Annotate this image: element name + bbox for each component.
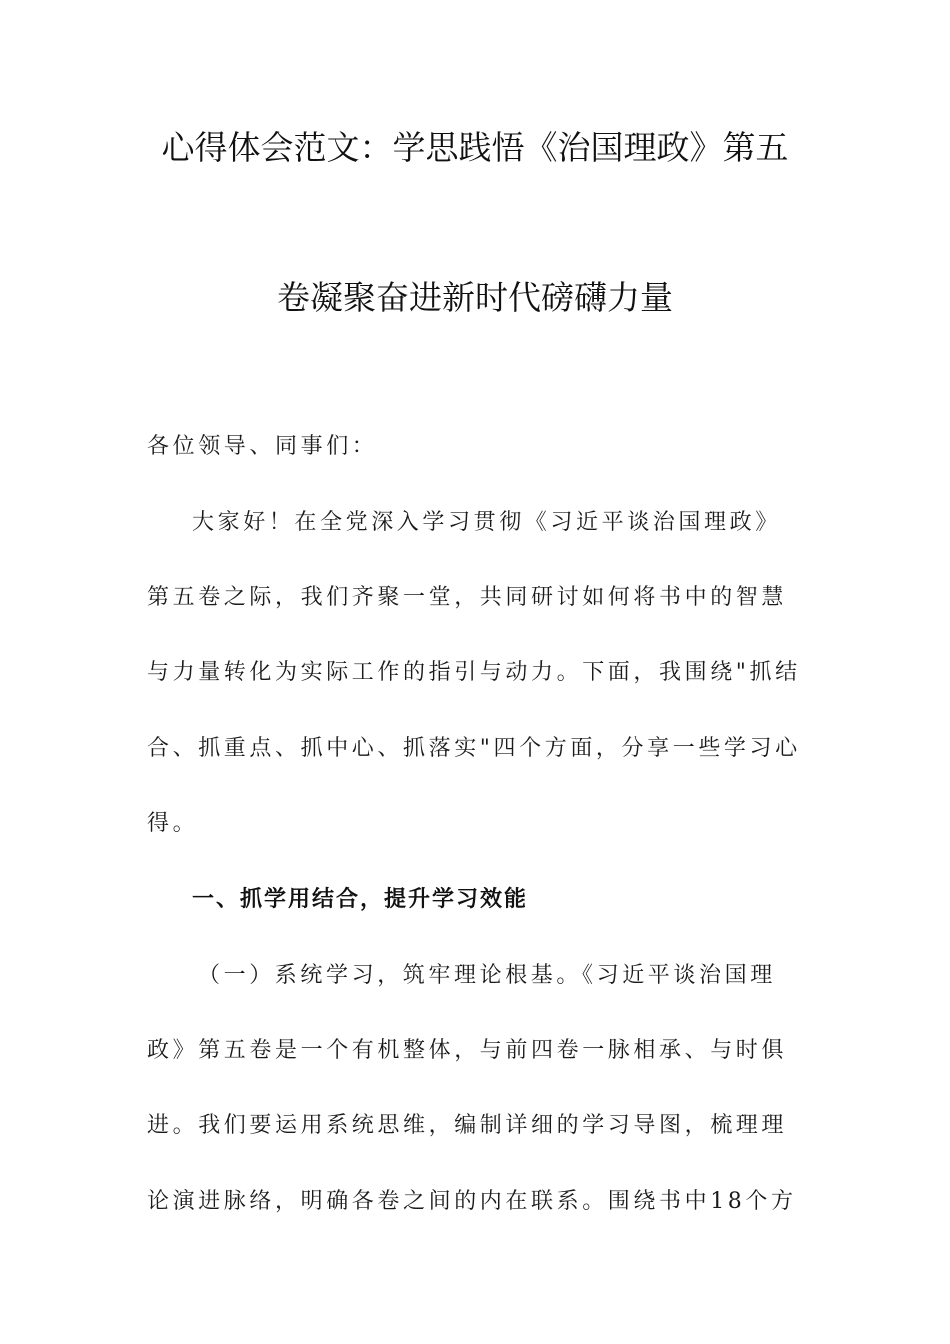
subsection-line-2: 政》第五卷是一个有机整体，与前四卷一脉相承、与时俱 [147,1038,788,1063]
intro-line-4: 合、抓重点、抓中心、抓落实"四个方面，分享一些学习心 [147,736,801,761]
intro-line-3: 与力量转化为实际工作的指引与动力。下面，我围绕"抓结 [147,660,801,685]
document-title-line-1: 心得体会范文：学思践悟《治国理政》第五 [161,128,789,167]
intro-line-2: 第五卷之际，我们齐聚一堂，共同研讨如何将书中的智慧 [147,585,788,610]
subsection-line-4: 论演进脉络，明确各卷之间的内在联系。围绕书中18个方 [147,1189,797,1214]
intro-line-5: 得。 [147,811,199,836]
intro-line-1: 大家好！在全党深入学习贯彻《习近平谈治国理政》 [192,510,781,535]
document-title-line-2: 卷凝聚奋进新时代磅礴力量 [277,278,673,317]
section-heading: 一、抓学用结合，提升学习效能 [192,887,529,912]
subsection-line-3: 进。我们要运用系统思维，编制详细的学习导图，梳理理 [147,1113,788,1138]
subsection-line-1: （一）系统学习，筑牢理论根基。《习近平谈治国理 [198,963,776,988]
salutation: 各位领导、同事们： [147,434,378,459]
